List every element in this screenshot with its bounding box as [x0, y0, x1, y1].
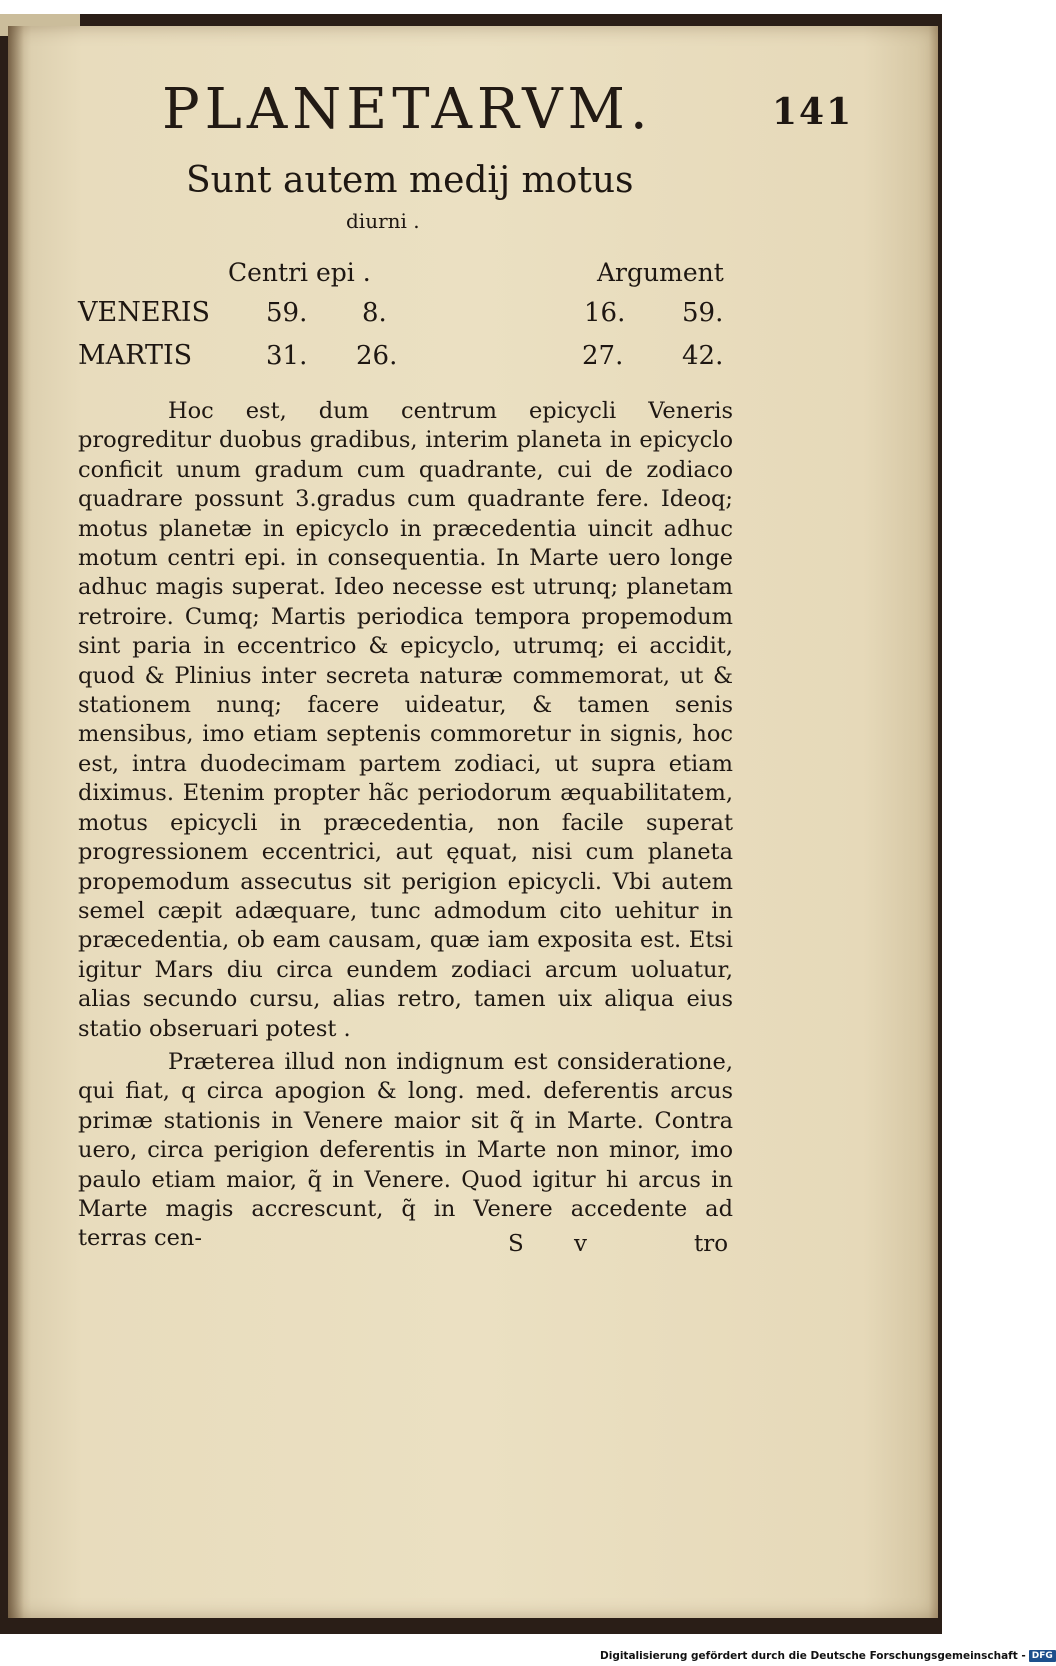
signature-mark: S	[508, 1231, 524, 1257]
table-row-planet: MARTIS	[78, 340, 193, 371]
digitization-credit	[600, 1645, 1053, 1666]
table-cell: 8.	[362, 298, 387, 328]
table-cell: 59.	[682, 298, 724, 328]
table-header-centri: Centri epi .	[228, 258, 371, 287]
table-header-argument: Argument	[597, 258, 724, 287]
section-heading: Sunt autem medij motus	[186, 160, 634, 201]
body-paragraph: Præterea illud non indignum est consideratione, qui fiat, q circa apogion & long. med. deferentis arcus primæ stationis in Venere maior sit q̃ in Marte. Contra uero, circa perigion deferentis in Marte non minor, imo paulo etiam maior, q̃ in Venere. Quod igitur hi arcus in Marte magis accrescunt, q̃ in Venere accedente ad terras cen-	[78, 1049, 733, 1252]
table-cell: 42.	[682, 341, 724, 371]
body-paragraph: Hoc est, dum centrum epicycli Veneris progreditur duobus gradibus, interim planeta in epicyclo conficit unum gradum cum quadrante, cui de zodiaco quadrare possunt 3.gradus cum quadrante fere. Ideoq; motus planetæ in epicyclo in præcedentia uincit adhuc motum centri epi. in consequentia. In Marte uero longe adhuc magis superat. Ideo necesse est utrunq; planetam retroire. Cumq; Martis periodica tempora propemodum sint paria in eccentrico & epicyclo, utrumq; ei accidit, quod & Plinius inter secreta naturæ commemorat, ut & stationem nunq; facere uideatur, & tamen senis mensibus, imo etiam septenis commoretur in signis, hoc est, intra duodecimam partem zodiaci, ut supra etiam diximus. Etenim propter hãc periodorum æquabilitatem, motus epicycli in præcedentia, non facile superat progressionem eccentrici, aut ęquat, nisi cum planeta propemodum assecutus sit perigion epicycli. Vbi autem semel cæpit adæquare, tunc admodum cito uehitur in præcedentia, ob eam causam, quæ iam exposita est. Etsi igitur Mars diu circa eundem zodiaci arcum uoluatur, alias secundo cursu, alias retro, tamen uix aliqua eius statio obseruari potest .	[78, 398, 733, 1042]
signature-number: v	[574, 1231, 587, 1257]
table-cell: 26.	[356, 341, 398, 371]
table-cell: 16.	[584, 298, 626, 328]
table-row-planet: VENERIS	[78, 297, 211, 328]
dfg-logo: DFG	[1029, 1650, 1056, 1662]
credit-text: Digitalisierung gefördert durch die Deutsche Forschungsgemeinschaft -	[600, 1649, 1026, 1662]
section-heading-continued: diurni .	[346, 209, 420, 233]
table-cell: 59.	[266, 298, 308, 328]
running-title: PLANETARVM.	[162, 77, 653, 142]
catchword: tro	[694, 1231, 729, 1257]
page-number: 141	[772, 91, 854, 133]
table-cell: 31.	[266, 341, 308, 371]
table-cell: 27.	[582, 341, 624, 371]
